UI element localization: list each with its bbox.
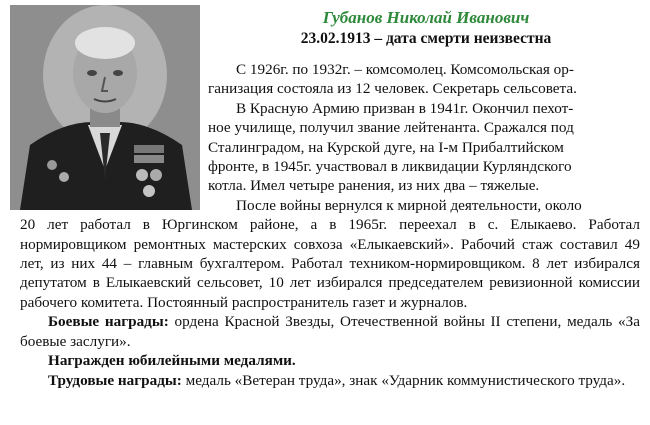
bio-text-fragment: Сталинградом, на Курской дуге, на I-м Прибалтийском: [208, 138, 564, 156]
labor-awards-text: медаль «Ветеран труда», знак «Ударник коммунистического труда».: [181, 371, 626, 389]
bio-line: [20, 196, 640, 215]
combat-awards-label: Боевые награды:: [48, 313, 169, 331]
bio-line: [20, 118, 640, 137]
bio-line: [20, 138, 640, 157]
person-name: Губанов Николай Иванович: [322, 8, 530, 27]
bio-text-fragment: котла. Имел четыре ранения, из них два – тяжелые.: [208, 177, 540, 195]
bio-line: [20, 176, 640, 195]
bio-text-fragment: фронте, в 1945г. участвовал в ликвидации Курляндского: [208, 158, 572, 176]
bio-text-fragment: С 1926г. по 1932г. – комсомолец. Комсомольская ор-: [236, 61, 574, 78]
bio-line: [20, 79, 640, 98]
combat-awards: [20, 312, 640, 351]
labor-awards: [20, 371, 640, 390]
bio-text-fragment: ганизация состояла из 12 человек. Секретарь сельсовета.: [208, 80, 577, 98]
bio-line: [20, 60, 640, 79]
jubilee-awards: Награжден юбилейными медалями.: [48, 352, 296, 370]
bio-text-fragment: В Красную Армию призван в 1941г. Окончил пехот-: [236, 99, 574, 117]
bio-text-fragment: ное училище, получил звание лейтенанта. Сражался под: [208, 119, 574, 137]
bio-line: [20, 99, 640, 118]
biography-text: [20, 60, 640, 390]
bio-text-fragment: После войны вернулся к мирной деятельности, около: [236, 196, 582, 214]
combat-awards-text: ордена Красной Звезды, Отечественной войны II степени, медаль «За боевые заслуги».: [20, 313, 640, 350]
labor-awards-label: Трудовые награды:: [48, 371, 182, 389]
bio-paragraph: 20 лет работал в Юргинском районе, а в 1965г. переехал в с. Елыкаево. Работал нормировщиком ремонтных мастерских совхоза «Елыкаевский». Рабочий стаж составил 49 лет, из них 44 – главным бухгалтером. Работал техником-нормировщиком. 8 лет избирался депутатом в Елыкаевский сельсовет, 10 лет избирался председателем ревизионной комиссии рабочего комитета. Постоянный распространитель газет и журналов.: [20, 216, 640, 311]
bio-line: [20, 157, 640, 176]
person-dates: 23.02.1913 – дата смерти неизвестна: [300, 30, 552, 47]
